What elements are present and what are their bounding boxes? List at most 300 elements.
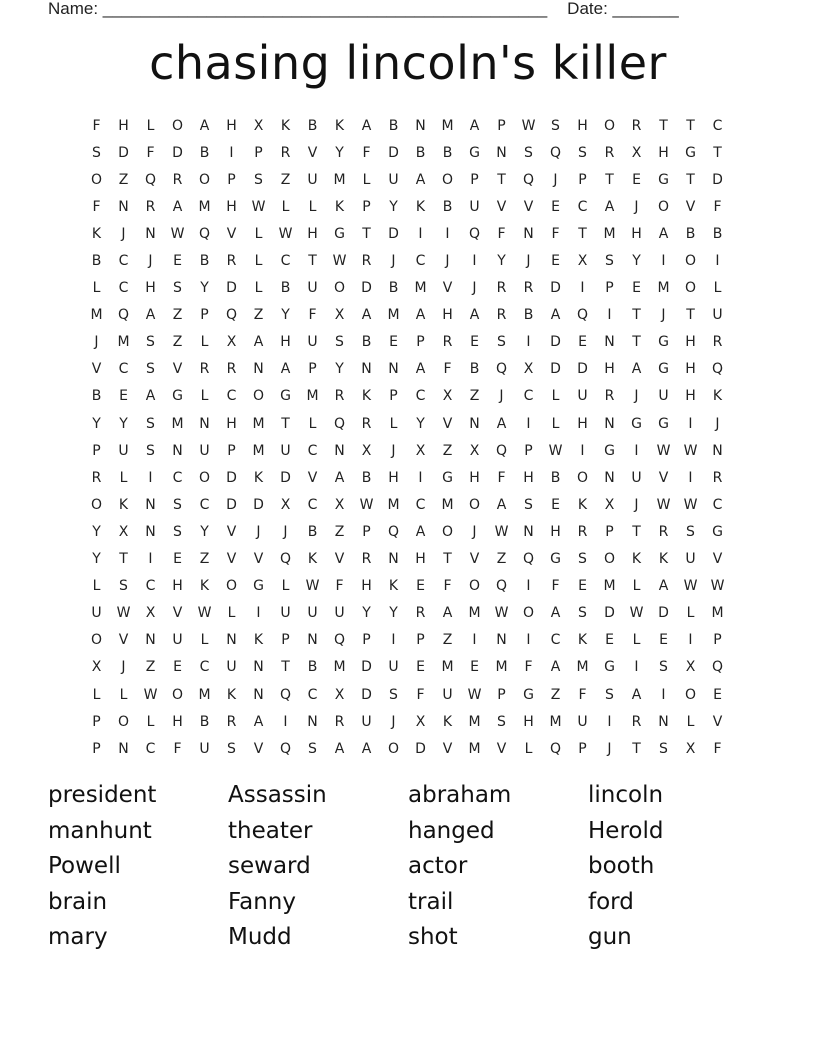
grid-letter: I bbox=[229, 144, 234, 161]
grid-letter: K bbox=[631, 551, 642, 568]
grid-letter: T bbox=[713, 144, 722, 161]
grid-row bbox=[83, 410, 731, 437]
grid-letter: D bbox=[172, 144, 183, 161]
grid-letter: G bbox=[685, 144, 696, 161]
grid-letter: A bbox=[415, 361, 426, 378]
grid-letter: J bbox=[148, 253, 153, 270]
grid-letter: D bbox=[118, 144, 129, 161]
grid-letter: B bbox=[91, 388, 102, 405]
grid-letter: T bbox=[281, 415, 290, 432]
grid-letter: D bbox=[361, 659, 372, 676]
grid-letter: L bbox=[119, 469, 128, 486]
grid-letter: U bbox=[334, 605, 345, 622]
grid-letter: R bbox=[226, 713, 237, 730]
grid-letter: N bbox=[388, 551, 399, 568]
grid-letter: D bbox=[577, 361, 588, 378]
grid-letter: R bbox=[496, 280, 507, 297]
grid-letter: F bbox=[713, 740, 722, 757]
grid-letter: T bbox=[632, 523, 641, 540]
grid-letter: S bbox=[524, 144, 533, 161]
grid-letter: Q bbox=[225, 307, 238, 324]
grid-letter: H bbox=[280, 334, 291, 351]
grid-letter: S bbox=[146, 415, 155, 432]
grid-letter: G bbox=[658, 171, 669, 188]
grid-letter: X bbox=[280, 496, 291, 513]
grid-letter: I bbox=[526, 632, 531, 649]
grid-letter: K bbox=[577, 632, 588, 649]
grid-letter: S bbox=[173, 280, 182, 297]
grid-letter: T bbox=[443, 551, 452, 568]
grid-letter: L bbox=[254, 280, 263, 297]
grid-letter: Q bbox=[333, 415, 346, 432]
grid-letter: H bbox=[172, 713, 183, 730]
grid-letter: J bbox=[634, 388, 639, 405]
grid-letter: X bbox=[334, 496, 345, 513]
grid-letter: B bbox=[199, 713, 210, 730]
grid-letter: U bbox=[280, 605, 291, 622]
grid-letter: P bbox=[362, 632, 371, 649]
grid-letter: F bbox=[551, 578, 560, 595]
grid-letter: W bbox=[197, 605, 212, 622]
grid-letter: D bbox=[280, 469, 291, 486]
grid-letter: R bbox=[604, 144, 615, 161]
grid-letter: C bbox=[712, 117, 723, 134]
grid-letter: V bbox=[442, 415, 453, 432]
grid-letter: M bbox=[252, 415, 265, 432]
grid-row bbox=[83, 275, 731, 302]
grid-letter: Z bbox=[199, 551, 210, 568]
grid-letter: I bbox=[526, 415, 531, 432]
grid-letter: Y bbox=[200, 523, 209, 540]
grid-letter: C bbox=[523, 388, 534, 405]
grid-letter: U bbox=[307, 171, 318, 188]
grid-letter: W bbox=[683, 496, 698, 513]
grid-letter: V bbox=[658, 469, 669, 486]
grid-letter: Q bbox=[522, 551, 535, 568]
grid-letter: N bbox=[334, 442, 345, 459]
grid-letter: W bbox=[494, 523, 509, 540]
grid-letter: M bbox=[387, 307, 400, 324]
grid-letter: M bbox=[198, 198, 211, 215]
grid-letter: G bbox=[469, 144, 480, 161]
grid-letter: R bbox=[361, 415, 372, 432]
grid-letter: F bbox=[497, 469, 506, 486]
grid-letter: H bbox=[307, 225, 318, 242]
grid-letter: D bbox=[226, 496, 237, 513]
grid-letter: H bbox=[469, 469, 480, 486]
grid-letter: M bbox=[333, 659, 346, 676]
grid-letter: E bbox=[578, 334, 587, 351]
grid-letter: T bbox=[281, 659, 290, 676]
grid-letter: O bbox=[468, 496, 481, 513]
word-bank-item: gun bbox=[588, 924, 632, 951]
grid-letter: K bbox=[415, 198, 426, 215]
grid-row bbox=[83, 708, 731, 735]
grid-letter: Z bbox=[253, 307, 264, 324]
grid-letter: P bbox=[416, 334, 425, 351]
grid-letter: K bbox=[577, 496, 588, 513]
grid-letter: Y bbox=[362, 605, 371, 622]
grid-letter: S bbox=[578, 551, 587, 568]
grid-letter: K bbox=[253, 469, 264, 486]
grid-letter: M bbox=[603, 578, 616, 595]
grid-letter: B bbox=[415, 144, 426, 161]
word-bank bbox=[48, 778, 768, 956]
grid-letter: Q bbox=[549, 144, 562, 161]
grid-letter: A bbox=[658, 578, 669, 595]
grid-letter: Y bbox=[200, 280, 209, 297]
grid-letter: V bbox=[469, 551, 480, 568]
grid-letter: V bbox=[685, 198, 696, 215]
grid-letter: B bbox=[307, 523, 318, 540]
grid-letter: P bbox=[578, 740, 587, 757]
grid-letter: S bbox=[524, 496, 533, 513]
grid-letter: J bbox=[391, 442, 396, 459]
grid-letter: N bbox=[253, 361, 264, 378]
grid-letter: F bbox=[443, 578, 452, 595]
grid-letter: T bbox=[632, 334, 641, 351]
grid-letter: L bbox=[254, 225, 263, 242]
grid-letter: W bbox=[332, 253, 347, 270]
grid-letter: G bbox=[604, 659, 615, 676]
grid-letter: N bbox=[118, 198, 129, 215]
grid-letter: J bbox=[94, 334, 99, 351]
grid-letter: K bbox=[253, 632, 264, 649]
grid-letter: I bbox=[256, 605, 261, 622]
grid-letter: L bbox=[362, 171, 371, 188]
word-bank-item: Herold bbox=[588, 817, 664, 844]
grid-letter: F bbox=[713, 198, 722, 215]
grid-letter: L bbox=[119, 686, 128, 703]
grid-letter: C bbox=[577, 198, 588, 215]
grid-letter: T bbox=[686, 171, 695, 188]
grid-letter: S bbox=[227, 740, 236, 757]
grid-letter: D bbox=[361, 280, 372, 297]
grid-letter: Z bbox=[442, 632, 453, 649]
grid-letter: D bbox=[550, 361, 561, 378]
grid-letter: V bbox=[253, 551, 264, 568]
grid-letter: Y bbox=[497, 253, 506, 270]
grid-letter: N bbox=[415, 117, 426, 134]
grid-letter: O bbox=[603, 551, 616, 568]
grid-letter: H bbox=[226, 198, 237, 215]
grid-letter: U bbox=[226, 659, 237, 676]
grid-letter: Z bbox=[172, 334, 183, 351]
grid-letter: H bbox=[550, 523, 561, 540]
grid-letter: C bbox=[307, 496, 318, 513]
grid-letter: D bbox=[388, 144, 399, 161]
grid-letter: E bbox=[416, 578, 425, 595]
grid-letter: I bbox=[526, 578, 531, 595]
grid-letter: N bbox=[523, 523, 534, 540]
grid-letter: I bbox=[661, 686, 666, 703]
grid-letter: S bbox=[119, 578, 128, 595]
word-bank-item: actor bbox=[408, 853, 468, 880]
grid-letter: B bbox=[280, 280, 291, 297]
grid-letter: T bbox=[497, 171, 506, 188]
grid-letter: D bbox=[550, 280, 561, 297]
grid-letter: H bbox=[118, 117, 129, 134]
word-bank-item: Assassin bbox=[228, 782, 327, 808]
grid-letter: G bbox=[523, 686, 534, 703]
grid-letter: M bbox=[657, 280, 670, 297]
grid-letter: S bbox=[497, 334, 506, 351]
grid-letter: C bbox=[226, 388, 237, 405]
grid-letter: Z bbox=[172, 307, 183, 324]
grid-letter: J bbox=[499, 388, 504, 405]
grid-letter: A bbox=[172, 198, 183, 215]
grid-letter: S bbox=[173, 523, 182, 540]
grid-letter: N bbox=[496, 632, 507, 649]
grid-letter: D bbox=[226, 280, 237, 297]
grid-letter: M bbox=[171, 415, 184, 432]
grid-letter: Z bbox=[469, 388, 480, 405]
grid-letter: O bbox=[684, 253, 697, 270]
grid-letter: E bbox=[173, 253, 182, 270]
grid-letter: V bbox=[307, 469, 318, 486]
grid-letter: Q bbox=[711, 659, 724, 676]
grid-letter: R bbox=[712, 469, 723, 486]
grid-letter: L bbox=[551, 415, 560, 432]
grid-letter: M bbox=[333, 171, 346, 188]
grid-letter: G bbox=[550, 551, 561, 568]
grid-letter: V bbox=[226, 523, 237, 540]
grid-letter: W bbox=[494, 605, 509, 622]
grid-letter: I bbox=[283, 713, 288, 730]
grid-letter: N bbox=[604, 415, 615, 432]
grid-letter: Y bbox=[92, 551, 101, 568]
grid-letter: O bbox=[90, 171, 103, 188]
grid-letter: A bbox=[415, 523, 426, 540]
grid-row bbox=[83, 546, 731, 573]
grid-letter: A bbox=[361, 117, 372, 134]
grid-letter: F bbox=[443, 361, 452, 378]
grid-letter: S bbox=[659, 659, 668, 676]
grid-letter: X bbox=[91, 659, 102, 676]
grid-letter: O bbox=[684, 686, 697, 703]
grid-letter: L bbox=[281, 198, 290, 215]
grid-letter: L bbox=[632, 632, 641, 649]
grid-letter: Y bbox=[416, 415, 425, 432]
grid-row bbox=[83, 139, 731, 166]
grid-letter: R bbox=[334, 388, 345, 405]
grid-letter: E bbox=[119, 388, 128, 405]
grid-letter: T bbox=[686, 307, 695, 324]
grid-letter: W bbox=[143, 686, 158, 703]
grid-letter: U bbox=[685, 551, 696, 568]
grid-letter: L bbox=[686, 605, 695, 622]
grid-letter: G bbox=[253, 578, 264, 595]
grid-letter: C bbox=[280, 253, 291, 270]
grid-letter: E bbox=[551, 496, 560, 513]
grid-row bbox=[83, 654, 731, 681]
grid-letter: O bbox=[198, 469, 211, 486]
grid-letter: M bbox=[576, 659, 589, 676]
grid-letter: N bbox=[118, 740, 129, 757]
grid-letter: Q bbox=[198, 225, 211, 242]
grid-letter: I bbox=[661, 253, 666, 270]
grid-letter: F bbox=[551, 225, 560, 242]
grid-letter: P bbox=[416, 632, 425, 649]
grid-letter: L bbox=[227, 605, 236, 622]
grid-letter: R bbox=[172, 171, 183, 188]
grid-letter: U bbox=[577, 713, 588, 730]
grid-letter: X bbox=[415, 442, 426, 459]
grid-letter: J bbox=[526, 253, 531, 270]
grid-letter: U bbox=[469, 198, 480, 215]
grid-letter: L bbox=[200, 334, 209, 351]
grid-letter: V bbox=[226, 225, 237, 242]
grid-letter: N bbox=[388, 361, 399, 378]
grid-letter: T bbox=[686, 117, 695, 134]
grid-letter: L bbox=[632, 578, 641, 595]
grid-letter: K bbox=[334, 198, 345, 215]
grid-letter: Z bbox=[442, 442, 453, 459]
grid-letter: N bbox=[604, 334, 615, 351]
grid-letter: C bbox=[145, 740, 156, 757]
grid-letter: Z bbox=[334, 523, 345, 540]
grid-letter: A bbox=[604, 198, 615, 215]
grid-letter: L bbox=[146, 117, 155, 134]
grid-letter: Q bbox=[495, 442, 508, 459]
grid-letter: B bbox=[523, 307, 534, 324]
grid-letter: Q bbox=[387, 523, 400, 540]
grid-letter: V bbox=[442, 280, 453, 297]
grid-letter: H bbox=[577, 117, 588, 134]
grid-letter: O bbox=[171, 686, 184, 703]
grid-letter: V bbox=[496, 198, 507, 215]
grid-letter: L bbox=[524, 740, 533, 757]
grid-row bbox=[83, 356, 731, 383]
grid-letter: J bbox=[445, 253, 450, 270]
grid-letter: K bbox=[334, 117, 345, 134]
word-bank-item: ford bbox=[588, 888, 634, 915]
grid-letter: J bbox=[472, 280, 477, 297]
grid-letter: U bbox=[307, 605, 318, 622]
grid-letter: N bbox=[307, 713, 318, 730]
grid-letter: X bbox=[118, 523, 129, 540]
grid-letter: C bbox=[415, 388, 426, 405]
grid-letter: H bbox=[523, 469, 534, 486]
grid-letter: G bbox=[658, 361, 669, 378]
grid-letter: I bbox=[445, 225, 450, 242]
grid-letter: W bbox=[656, 496, 671, 513]
grid-letter: F bbox=[578, 686, 587, 703]
grid-row bbox=[83, 437, 731, 464]
grid-letter: I bbox=[715, 253, 720, 270]
grid-letter: J bbox=[472, 523, 477, 540]
grid-letter: N bbox=[361, 361, 372, 378]
grid-letter: P bbox=[92, 740, 101, 757]
grid-letter: A bbox=[361, 740, 372, 757]
grid-letter: F bbox=[146, 144, 155, 161]
grid-letter: D bbox=[388, 225, 399, 242]
grid-letter: C bbox=[712, 496, 723, 513]
grid-letter: A bbox=[415, 307, 426, 324]
header-line bbox=[48, 0, 748, 18]
grid-letter: X bbox=[469, 442, 480, 459]
grid-letter: K bbox=[658, 551, 669, 568]
grid-letter: F bbox=[308, 307, 317, 324]
grid-letter: A bbox=[631, 686, 642, 703]
grid-letter: C bbox=[550, 632, 561, 649]
grid-letter: Q bbox=[495, 578, 508, 595]
grid-letter: W bbox=[116, 605, 131, 622]
grid-letter: N bbox=[469, 415, 480, 432]
grid-letter: V bbox=[118, 632, 129, 649]
grid-letter: K bbox=[118, 496, 129, 513]
grid-letter: I bbox=[580, 280, 585, 297]
grid-letter: J bbox=[715, 415, 720, 432]
grid-letter: W bbox=[305, 578, 320, 595]
grid-letter: V bbox=[307, 144, 318, 161]
grid-letter: R bbox=[658, 523, 669, 540]
grid-letter: M bbox=[711, 605, 724, 622]
word-bank-item: shot bbox=[408, 924, 458, 951]
grid-letter: A bbox=[415, 171, 426, 188]
page-title: chasing lincoln's killer bbox=[149, 36, 667, 90]
grid-letter: G bbox=[658, 334, 669, 351]
word-bank-item: mary bbox=[48, 924, 108, 951]
word-bank-item: Mudd bbox=[228, 924, 292, 951]
grid-letter: X bbox=[577, 253, 588, 270]
grid-letter: X bbox=[145, 605, 156, 622]
grid-letter: O bbox=[225, 578, 238, 595]
grid-letter: W bbox=[278, 225, 293, 242]
grid-letter: T bbox=[632, 307, 641, 324]
grid-letter: A bbox=[550, 659, 561, 676]
grid-letter: G bbox=[280, 388, 291, 405]
grid-letter: D bbox=[415, 740, 426, 757]
grid-letter: A bbox=[334, 740, 345, 757]
grid-letter: F bbox=[416, 686, 425, 703]
grid-letter: B bbox=[469, 361, 480, 378]
grid-letter: U bbox=[577, 388, 588, 405]
grid-letter: B bbox=[442, 198, 453, 215]
word-bank-item: hanged bbox=[408, 817, 495, 844]
grid-letter: D bbox=[550, 334, 561, 351]
grid-letter: R bbox=[415, 605, 426, 622]
grid-letter: J bbox=[283, 523, 288, 540]
grid-letter: T bbox=[578, 225, 587, 242]
grid-letter: M bbox=[387, 496, 400, 513]
grid-letter: A bbox=[469, 117, 480, 134]
grid-letter: I bbox=[418, 469, 423, 486]
grid-letter: J bbox=[634, 198, 639, 215]
grid-letter: A bbox=[145, 388, 156, 405]
grid-letter: E bbox=[605, 632, 614, 649]
grid-letter: P bbox=[389, 388, 398, 405]
grid-letter: U bbox=[199, 442, 210, 459]
grid-letter: W bbox=[467, 686, 482, 703]
grid-letter: I bbox=[688, 415, 693, 432]
grid-letter: M bbox=[252, 442, 265, 459]
grid-letter: K bbox=[388, 578, 399, 595]
grid-letter: R bbox=[226, 253, 237, 270]
grid-letter: Y bbox=[281, 307, 290, 324]
grid-letter: Y bbox=[92, 523, 101, 540]
grid-letter: D bbox=[226, 469, 237, 486]
grid-letter: Z bbox=[496, 551, 507, 568]
grid-letter: N bbox=[226, 632, 237, 649]
grid-letter: N bbox=[496, 144, 507, 161]
grid-letter: Q bbox=[144, 171, 157, 188]
grid-letter: P bbox=[524, 442, 533, 459]
grid-letter: B bbox=[199, 253, 210, 270]
grid-letter: Q bbox=[279, 551, 292, 568]
grid-letter: M bbox=[306, 388, 319, 405]
grid-letter: E bbox=[659, 632, 668, 649]
